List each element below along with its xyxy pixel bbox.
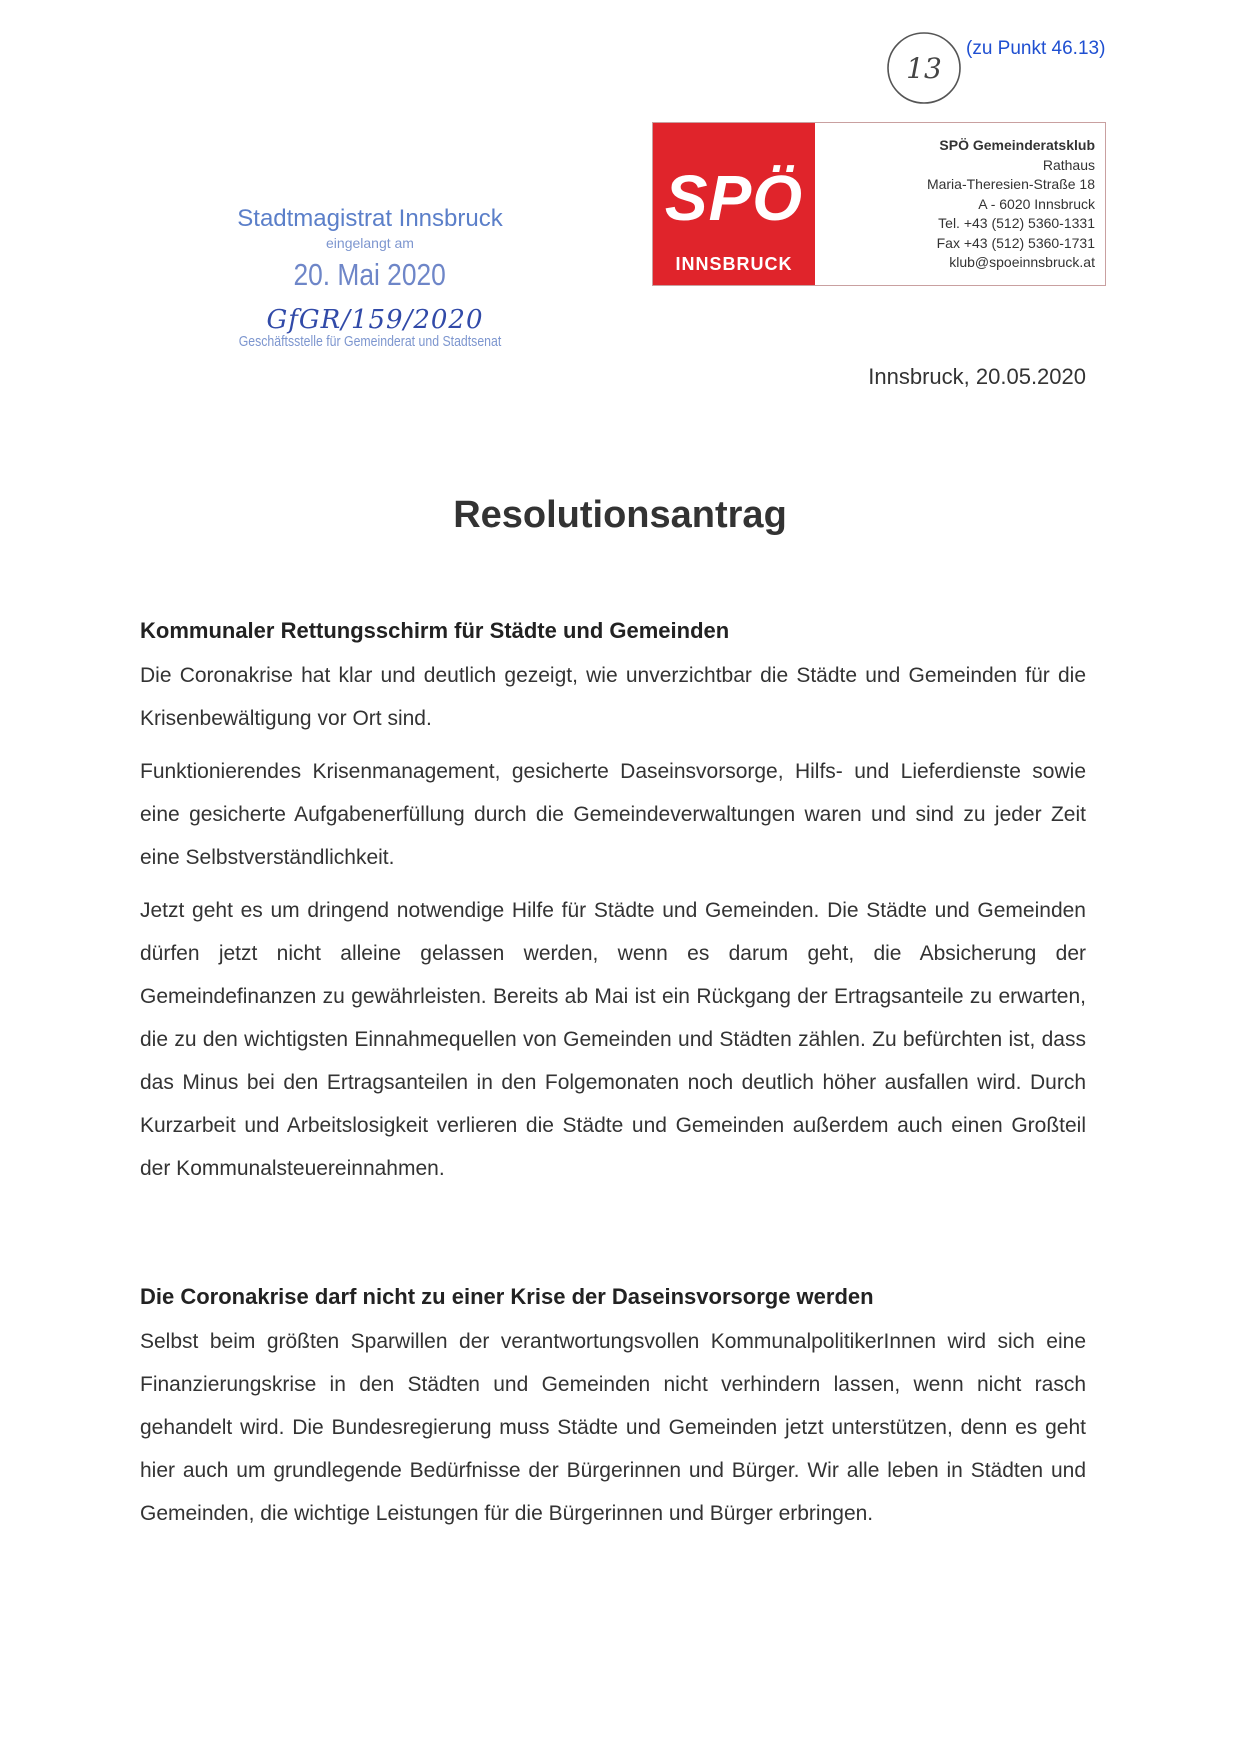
section-heading: Kommunaler Rettungsschirm für Städte und Gemeinden [140,618,730,643]
circled-mark-text: 13 [906,52,942,85]
address-line: A - 6020 Innsbruck [978,195,1095,212]
paragraph: Die Coronakrise hat klar und deutlich gezeigt, wie unverzichtbar die Städte und Gemeinden für die Krisenbewältigung vor Ort sind. [140,664,1086,730]
paragraph: Jetzt geht es um dringend notwendige Hilfe für Städte und Gemeinden. Die Städte und Gemeinden dürfen jetzt nicht alleine gelassen werden, wenn es darum geht, die Absicherung der Gemeindefinanzen zu gewährleisten. Bereits ab Mai ist ein Rückgang der Ertragsanteile zu erwarten, die zu den wichtigsten Einnahmequellen von Gemeinden und Städten zählen. Zu befürchten ist, dass das Minus bei den Ertragsanteilen in den Folgemonaten noch deutlich höher ausfallen wird. Durch Kurzarbeit und Arbeitslosigkeit verlieren die Städte und Gemeinden außerdem auch einen Großteil der Kommunalsteuereinnahmen. [140,899,1086,1180]
stamp-office: Geschäftsstelle für Gemeinderat und Stadtsenat [238,333,502,350]
paragraph: Funktionierendes Krisenmanagement, gesicherte Daseinsvorsorge, Hilfs- und Lieferdienste sowie eine gesicherte Aufgabenerfüllung durch die Gemeindeverwaltungen waren und sind zu jeder Zeit eine Selbstverständlichkeit. [140,760,1086,869]
received-stamp [210,205,530,350]
circled-page-mark [884,28,964,108]
email-line: klub@spoeinnsbruck.at [949,254,1095,270]
fax-line: Fax +43 (512) 5360-1731 [936,234,1095,251]
section-heading: Die Coronakrise darf nicht zu einer Krise der Daseinsvorsorge werden [140,1284,874,1309]
place-date: Innsbruck, 20.05.2020 [868,364,1086,389]
section-daseinsvorsorge [140,1284,1086,1545]
address-line: Rathaus [1042,156,1095,173]
stamp-org: Stadtmagistrat Innsbruck [237,205,503,232]
address-line: Maria-Theresien-Straße 18 [926,176,1095,192]
letterhead [652,122,1106,286]
logo-subtext: INNSBRUCK [675,254,793,274]
stamp-date: 20. Mai 2020 [293,257,447,292]
contact-block [815,123,1105,285]
reference-note: (zu Punkt 46.13) [966,38,1106,59]
logo-text: SPÖ [664,162,804,234]
section-rettungsschirm [140,618,1086,1200]
phone-line: Tel. +43 (512) 5360-1331 [938,215,1095,231]
handwritten-reference: GfGR/159/2020 [266,305,484,335]
stamp-received-label: eingelangt am [326,235,414,251]
document-title: Resolutionsantrag [453,494,787,536]
club-name: SPÖ Gemeinderatsklub [939,137,1095,153]
spoe-logo [653,123,815,285]
paragraph: Selbst beim größten Sparwillen der verantwortungsvollen KommunalpolitikerInnen wird sich eine Finanzierungskrise in den Städten und Gemeinden nicht verhindern lassen, wenn nicht rasch gehandelt wird. Die Bundesregierung muss Städte und Gemeinden jetzt unterstützen, denn es geht hier auch um grundlegende Bedürfnisse der Bürgerinnen und Bürger. Wir alle leben in Städten und Gemeinden, die wichtige Leistungen für die Bürgerinnen und Bürger erbringen. [140,1330,1086,1525]
